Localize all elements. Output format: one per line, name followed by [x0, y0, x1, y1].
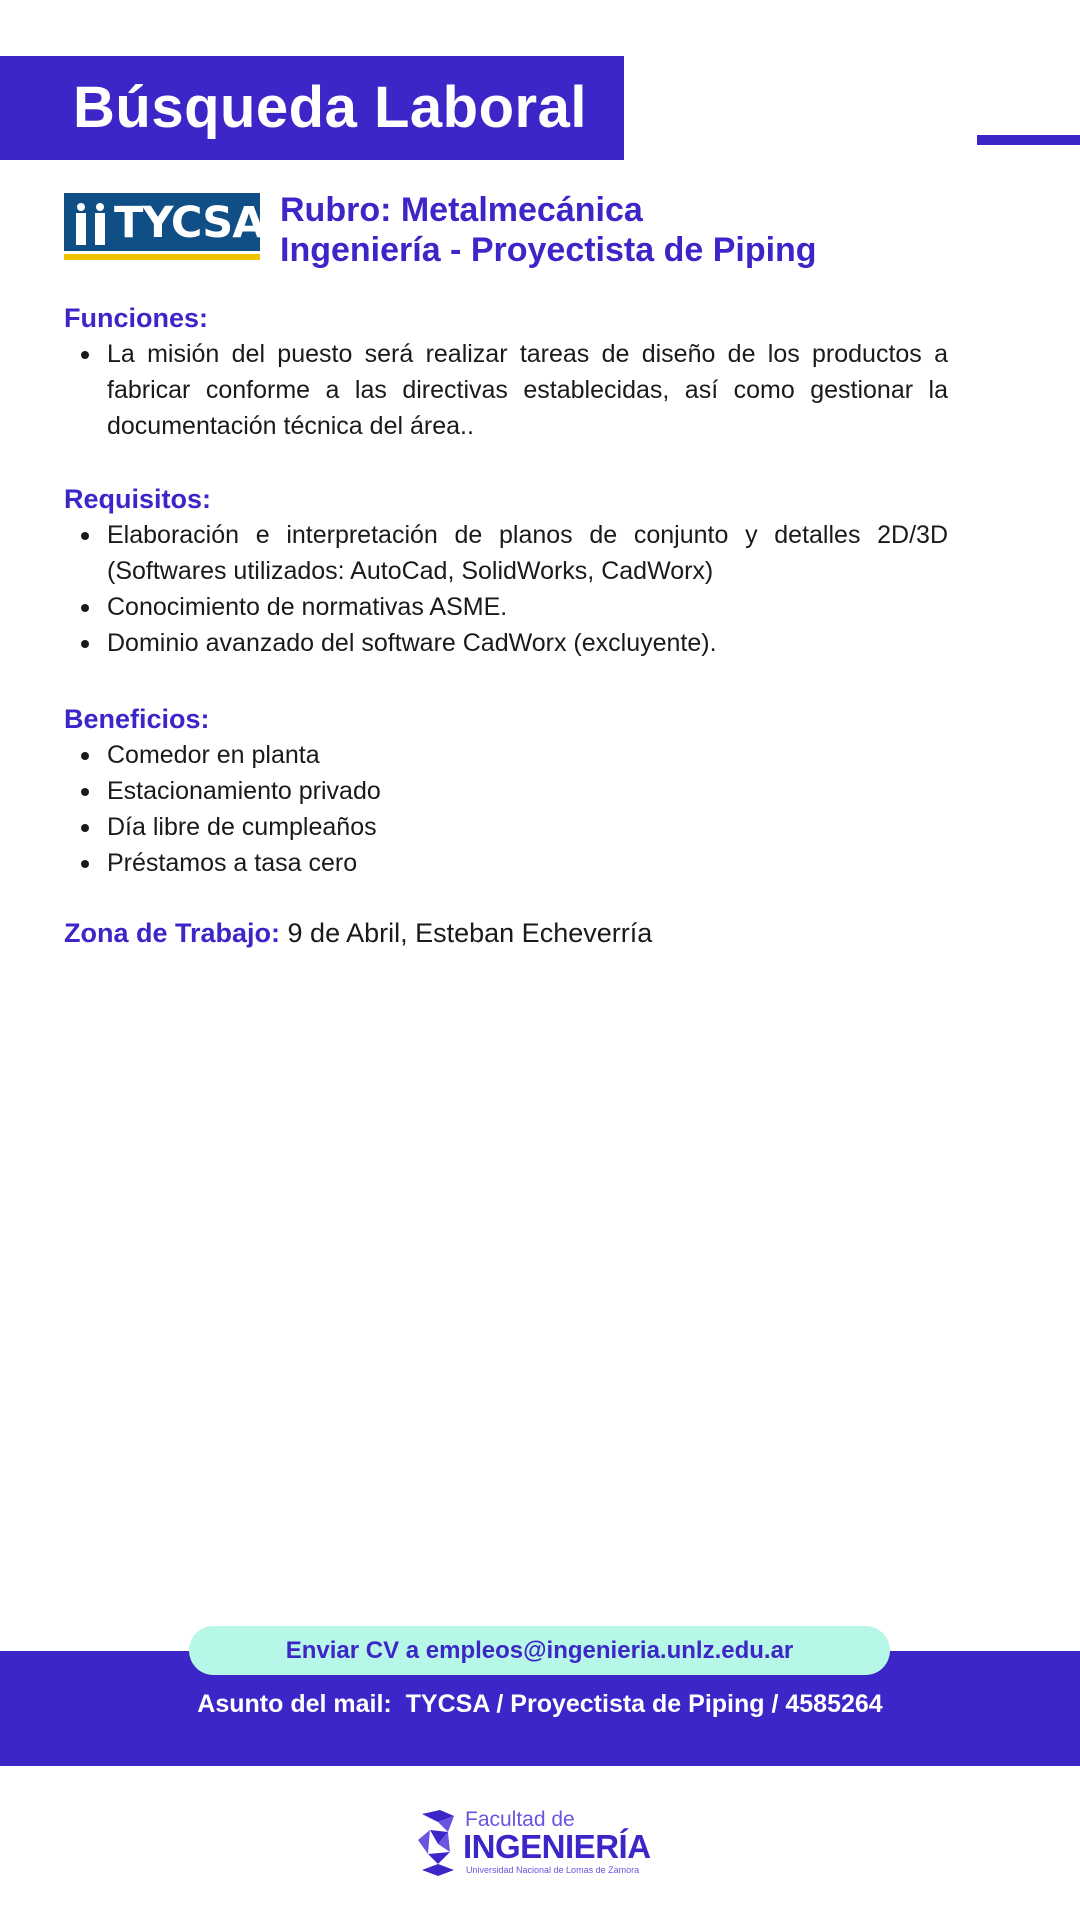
requisitos-title: Requisitos:	[64, 484, 212, 514]
job-heading	[280, 190, 817, 270]
work-zone	[64, 915, 948, 951]
list-item: Préstamos a tasa cero	[107, 845, 948, 881]
beneficios-list	[64, 737, 948, 881]
work-zone-label: Zona de Trabajo:	[64, 918, 281, 948]
list-item: Día libre de cumpleaños	[107, 809, 948, 845]
beneficios-title: Beneficios:	[64, 704, 210, 734]
faculty-line1: Facultad de	[465, 1808, 575, 1831]
page-title: Búsqueda Laboral	[73, 75, 587, 140]
email-subject: Asunto del mail: TYCSA / Proyectista de Piping / 4585264	[197, 1690, 883, 1718]
funciones-list	[64, 336, 948, 444]
work-zone-value: 9 de Abril, Esteban Echeverría	[280, 918, 653, 948]
faculty-line2: INGENIERÍA	[463, 1828, 651, 1865]
list-item: Comedor en planta	[107, 737, 948, 773]
faculty-line3: Universidad Nacional de Lomas de Zamora	[466, 1865, 640, 1875]
tycsa-figures-icon	[74, 202, 110, 248]
logo-text: TYCSA	[114, 198, 265, 248]
list-item: Conocimiento de normativas ASME.	[107, 589, 948, 625]
faculty-logo	[418, 1808, 668, 1878]
faculty-emblem-icon	[418, 1810, 458, 1876]
rubro-line: Rubro: Metalmecánica	[280, 191, 643, 229]
list-item: La misión del puesto será realizar tareas de diseño de los productos a fabricar conforme a las directivas establecidas, así como gestionar la documentación técnica del área..	[107, 336, 948, 444]
company-logo	[64, 193, 265, 260]
logo-yellow-stripe	[64, 254, 260, 260]
requisitos-list	[64, 517, 948, 661]
list-item: Dominio avanzado del software CadWorx (excluyente).	[107, 625, 948, 661]
send-cv-email-link[interactable]: Enviar CV a empleos@ingenieria.unlz.edu.ar	[189, 1626, 890, 1675]
position-line: Ingeniería - Proyectista de Piping	[280, 231, 817, 269]
list-item: Estacionamiento privado	[107, 773, 948, 809]
list-item: Elaboración e interpretación de planos de conjunto y detalles 2D/3D (Softwares utilizados: AutoCad, SolidWorks, CadWorx)	[107, 517, 948, 589]
header-accent-bar	[977, 135, 1080, 145]
funciones-title: Funciones:	[64, 303, 209, 333]
job-details	[64, 300, 948, 951]
